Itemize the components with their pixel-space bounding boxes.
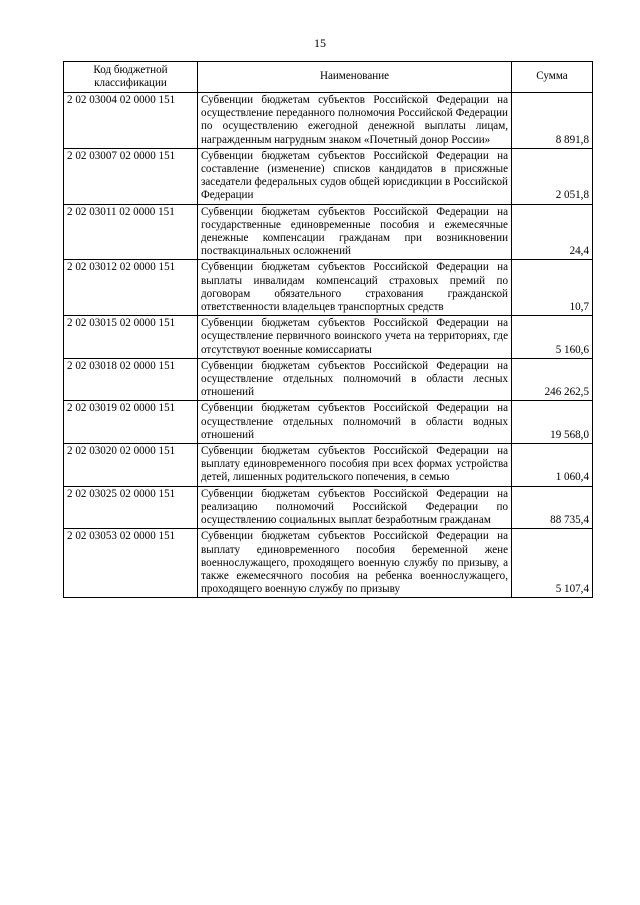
table-header-row	[64, 62, 593, 93]
row-sum: 24,4	[512, 204, 593, 260]
row-sum: 88 735,4	[512, 486, 593, 529]
row-code: 2 02 03004 02 0000 151	[64, 93, 198, 149]
table-row	[64, 486, 593, 529]
row-code: 2 02 03015 02 0000 151	[64, 316, 198, 359]
row-sum: 5 107,4	[512, 529, 593, 598]
row-code: 2 02 03012 02 0000 151	[64, 260, 198, 316]
row-name: Субвенции бюджетам субъектов Российской Федерации на реализацию полномочий Российской Федерации по осуществлению социальных выплат безработным гражданам	[198, 486, 512, 529]
row-code: 2 02 03011 02 0000 151	[64, 204, 198, 260]
row-name: Субвенции бюджетам субъектов Российской Федерации на осуществление переданного полномочия Российской Федерации по осуществлению ежегодной денежной выплаты лицам, награжденным нагрудным знаком «Почетный донор России»	[198, 93, 512, 149]
row-name: Субвенции бюджетам субъектов Российской Федерации на выплаты инвалидам компенсаций страховых премий по договорам обязательного страхования гражданской ответственности владельцев транспортных средств	[198, 260, 512, 316]
row-sum: 1 060,4	[512, 444, 593, 487]
table-row	[64, 358, 593, 401]
page-number: 15	[314, 36, 326, 50]
row-sum: 19 568,0	[512, 401, 593, 444]
budget-table	[63, 61, 593, 598]
row-code: 2 02 03025 02 0000 151	[64, 486, 198, 529]
row-name: Субвенции бюджетам субъектов Российской Федерации на осуществление первичного воинского учета на территориях, где отсутствуют военные комиссариаты	[198, 316, 512, 359]
row-code: 2 02 03018 02 0000 151	[64, 358, 198, 401]
table-row	[64, 316, 593, 359]
row-code: 2 02 03007 02 0000 151	[64, 148, 198, 204]
row-sum: 10,7	[512, 260, 593, 316]
row-sum: 8 891,8	[512, 93, 593, 149]
table-row	[64, 93, 593, 149]
row-sum: 2 051,8	[512, 148, 593, 204]
row-code: 2 02 03053 02 0000 151	[64, 529, 198, 598]
row-code: 2 02 03020 02 0000 151	[64, 444, 198, 487]
row-code: 2 02 03019 02 0000 151	[64, 401, 198, 444]
row-name: Субвенции бюджетам субъектов Российской Федерации на выплату единовременного пособия беременной жене военнослужащего, проходящего военную службу по призыву, а также ежемесячного пособия на ребенка военнослужащего, проходящего военную службу по призыву	[198, 529, 512, 598]
row-sum: 5 160,6	[512, 316, 593, 359]
row-sum: 246 262,5	[512, 358, 593, 401]
table-row	[64, 204, 593, 260]
row-name: Субвенции бюджетам субъектов Российской Федерации на осуществление отдельных полномочий в области водных отношений	[198, 401, 512, 444]
row-name: Субвенции бюджетам субъектов Российской Федерации на государственные единовременные пособия и ежемесячные денежные компенсации гражданам при возникновении поствакцинальных осложнений	[198, 204, 512, 260]
table-row	[64, 148, 593, 204]
table-row	[64, 529, 593, 598]
row-name: Субвенции бюджетам субъектов Российской Федерации на осуществление отдельных полномочий в области лесных отношений	[198, 358, 512, 401]
row-name: Субвенции бюджетам субъектов Российской Федерации на выплату единовременного пособия при всех формах устройства детей, лишенных родительского попечения, в семью	[198, 444, 512, 487]
table-row	[64, 444, 593, 487]
table-row	[64, 260, 593, 316]
table-row	[64, 401, 593, 444]
header-name: Наименование	[198, 62, 512, 93]
row-name: Субвенции бюджетам субъектов Российской Федерации на составление (изменение) списков кандидатов в присяжные заседатели федеральных судов общей юрисдикции в Российской Федерации	[198, 148, 512, 204]
header-sum: Сумма	[512, 62, 593, 93]
header-code: Код бюджетной классификации	[64, 62, 198, 93]
